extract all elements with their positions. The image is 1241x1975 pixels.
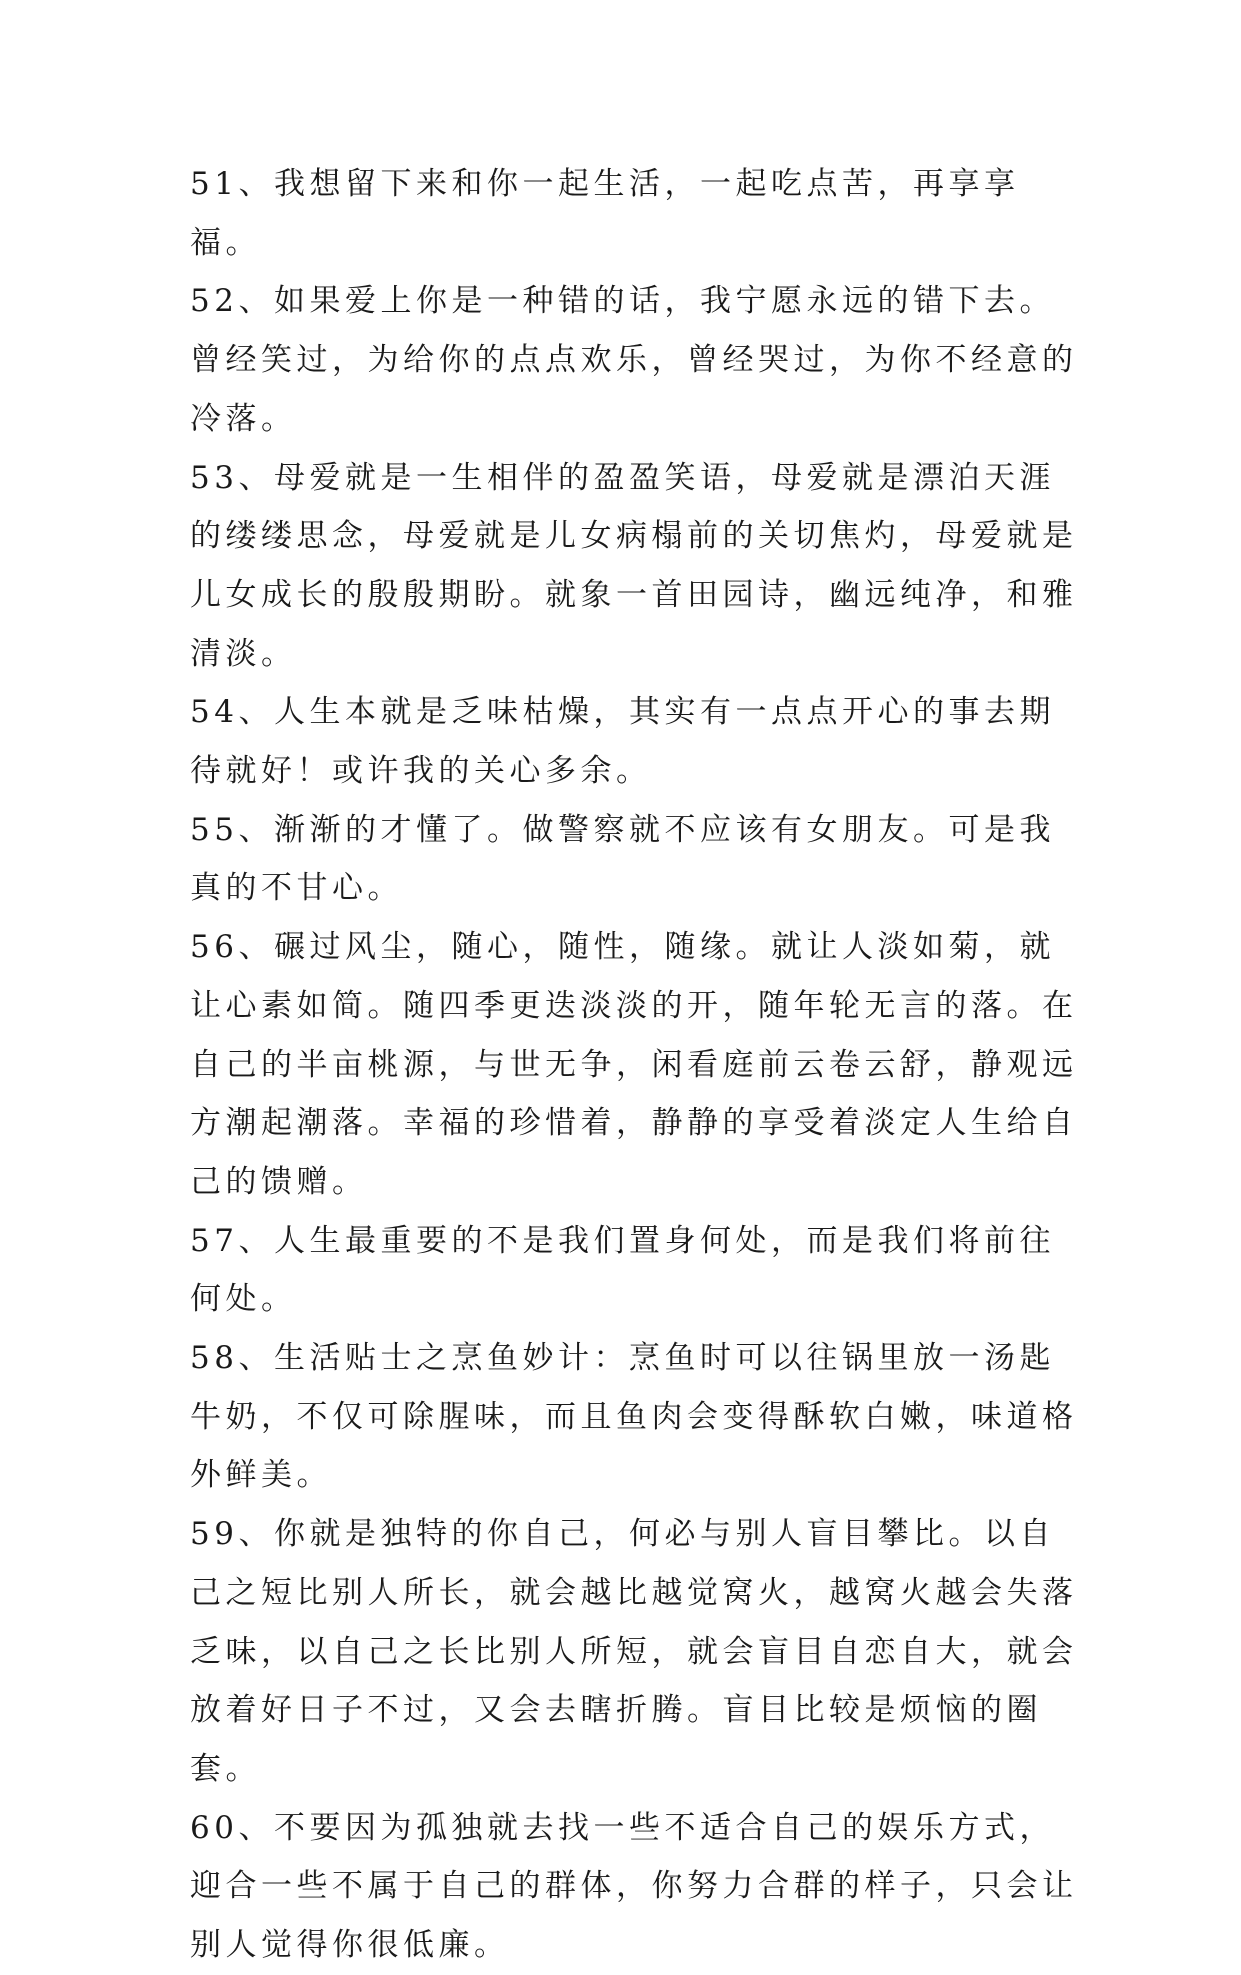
quote-entry-54: 54、人生本就是乏味枯燥，其实有一点点开心的事去期待就好！或许我的关心多余。 — [190, 694, 1055, 790]
quote-entry-57: 57、人生最重要的不是我们置身何处，而是我们将前往何处。 — [190, 1222, 1055, 1318]
quote-entry-53: 53、母爱就是一生相伴的盈盈笑语，母爱就是漂泊天涯的缕缕思念，母爱就是儿女病榻前的关切焦灼，母爱就是儿女成长的殷殷期盼。就象一首田园诗，幽远纯净，和雅清淡。 — [190, 459, 1078, 672]
quote-entry-52: 52、如果爱上你是一种错的话，我宁愿永远的错下去。曾经笑过，为给你的点点欢乐，曾经哭过，为你不经意的冷落。 — [190, 283, 1078, 437]
quote-entry-56: 56、碾过风尘，随心，随性，随缘。就让人淡如菊，就让心素如简。随四季更迭淡淡的开，随年轮无言的落。在自己的半亩桃源，与世无争，闲看庭前云卷云舒，静观远方潮起潮落。幸福的珍惜着，静静的享受着淡定人生给自己的馈赠。 — [190, 929, 1078, 1200]
quote-entry-60: 60、不要因为孤独就去找一些不适合自己的娱乐方式，迎合一些不属于自己的群体，你努力合群的样子，只会让别人觉得你很低廉。 — [190, 1809, 1078, 1964]
quote-entry-59: 59、你就是独特的你自己，何必与别人盲目攀比。以自己之短比别人所长，就会越比越觉窝火，越窝火越会失落乏味，以自己之长比别人所短，就会盲目自恋自大，就会放着好日子不过，又会去瞎折腾。盲目比较是烦恼的圈套。 — [190, 1516, 1078, 1787]
document-body — [190, 155, 1090, 1975]
quote-entry-51: 51、我想留下来和你一起生活，一起吃点苦，再享享福。 — [190, 166, 1020, 261]
quote-entry-55: 55、渐渐的才懂了。做警察就不应该有女朋友。可是我真的不甘心。 — [190, 811, 1055, 907]
quote-entry-58: 58、生活贴士之烹鱼妙计：烹鱼时可以往锅里放一汤匙牛奶，不仅可除腥味，而且鱼肉会变得酥软白嫩，味道格外鲜美。 — [190, 1340, 1078, 1494]
